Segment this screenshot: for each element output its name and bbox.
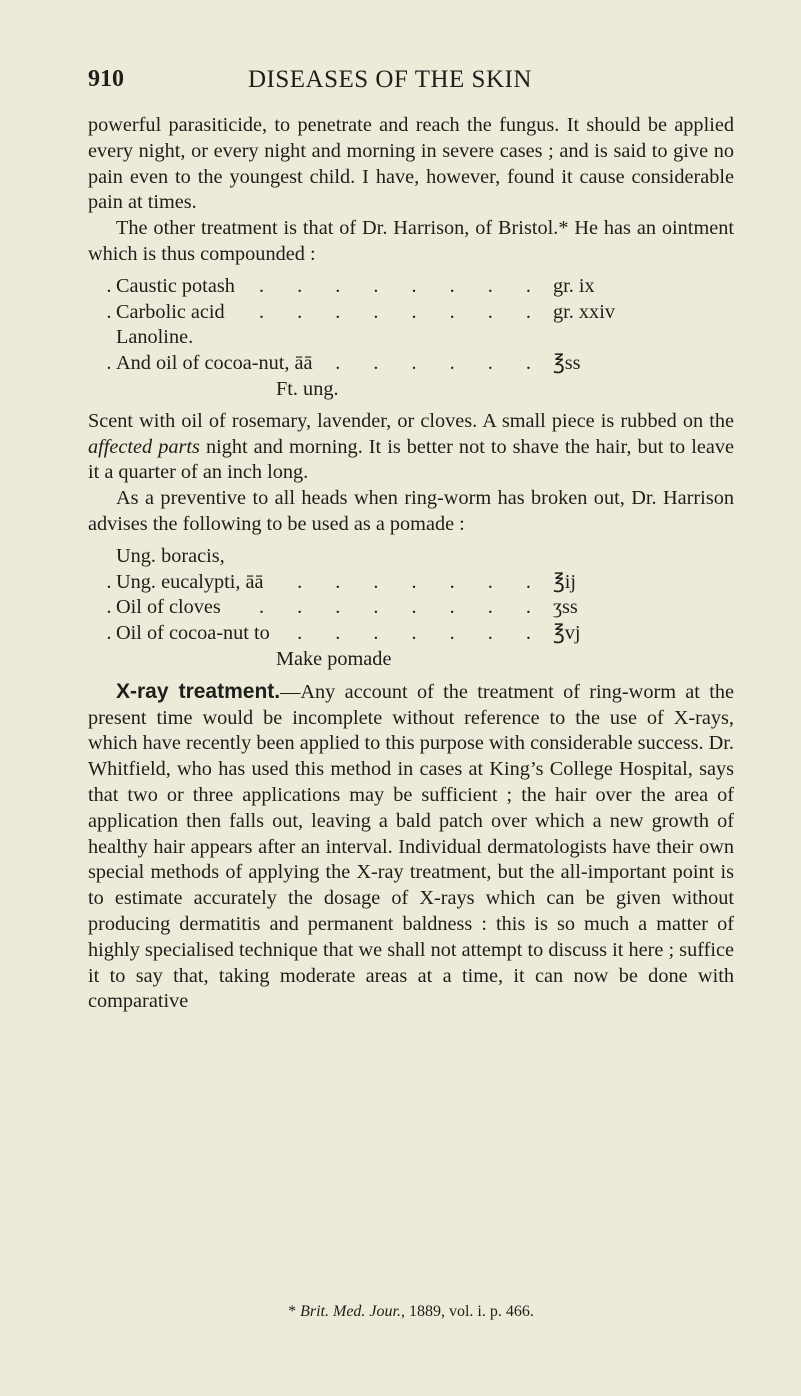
ingredient-dose: gr. xxiv — [553, 300, 615, 323]
recipe-footer: Ft. ung. — [276, 377, 339, 400]
ingredient-dose: ℥vj — [553, 622, 581, 645]
recipe-row — [88, 325, 734, 351]
ingredient-dose: gr. ix — [553, 274, 595, 297]
paragraph-5: X-ray treatment.—Any account of the treatment of ring-worm at the present time would be incomplete without reference to the use of X-rays, which have recently been applied to this purpose with considerable success. Dr. Whitfield, who has used this method in cases at King’s College Hospital, says that two or three applications may be sufficient ; the hair over the area of application then falls out, leaving a bald patch over which a new growth of healthy hair appears after an interval. Individual dermatologists have their own special methods of applying the X-ray treatment, but the all-important point is to estimate accurately the dosage of X-rays which can be given without producing dermatitis and permanent baldness : this is so much a matter of highly specialised technique that we shall not attempt to discuss it here ; suffice it to say that, taking moderate areas at a time, it can now be done with comparative — [88, 679, 734, 1013]
paragraph-2: The other treatment is that of Dr. Harrison, of Bristol.* He has an ointment which is thus compounded : — [88, 217, 734, 265]
emphasis: affected parts — [88, 435, 200, 458]
recipe-row — [88, 570, 734, 596]
paragraph-4: As a preventive to all heads when ring-worm has broken out, Dr. Harrison advises the following to be used as a pomade : — [88, 487, 734, 535]
recipe-footer: Make pomade — [276, 647, 392, 670]
recipe-row — [88, 300, 734, 326]
recipe-row — [88, 621, 734, 647]
recipe-row — [88, 544, 734, 570]
page-header — [88, 66, 728, 102]
body-text — [88, 113, 734, 1015]
ingredient-name: Oil of cloves — [116, 596, 227, 618]
ingredient-dose: ℥ij — [553, 570, 576, 593]
recipe-row — [88, 351, 734, 377]
paragraph-3: Scent with oil of rosemary, lavender, or cloves. A small piece is rubbed on the affected parts night and morning. It is better not to shave the hair, but to leave it a quarter of an inch long. — [88, 409, 734, 484]
paragraph-1: powerful parasiticide, to penetrate and reach the fungus. It should be applied every night, or every night and morning in severe cases ; and is said to give no pain even to the youngest child. I have, however, found it cause considerable pain at times. — [88, 114, 734, 214]
ingredient-dose: ʒss — [553, 596, 578, 619]
ingredient-name: Ung. eucalypti, āā — [116, 571, 270, 593]
ingredient-name: Caustic potash — [116, 275, 241, 297]
ingredient-name: And oil of cocoa-nut, āā — [116, 352, 319, 374]
footnote-source: Brit. Med. Jour. — [300, 1303, 401, 1320]
footnote: * Brit. Med. Jour., 1889, vol. i. p. 466. — [288, 1303, 534, 1320]
ingredient-name: Carbolic acid — [116, 301, 231, 323]
pomade-recipe — [88, 544, 734, 673]
ointment-recipe — [88, 274, 734, 403]
ingredient-name: Lanoline. — [116, 326, 199, 348]
page-number: 910 — [88, 66, 124, 92]
ingredient-name: Ung. boracis, — [116, 545, 231, 567]
ingredient-dose: ℥ss — [553, 352, 581, 375]
section-heading: X-ray treatment. — [116, 679, 281, 703]
recipe-row — [88, 274, 734, 300]
running-head: DISEASES OF THE SKIN — [248, 66, 532, 93]
recipe-row — [88, 595, 734, 621]
ingredient-name: Oil of cocoa-nut to — [116, 622, 276, 644]
